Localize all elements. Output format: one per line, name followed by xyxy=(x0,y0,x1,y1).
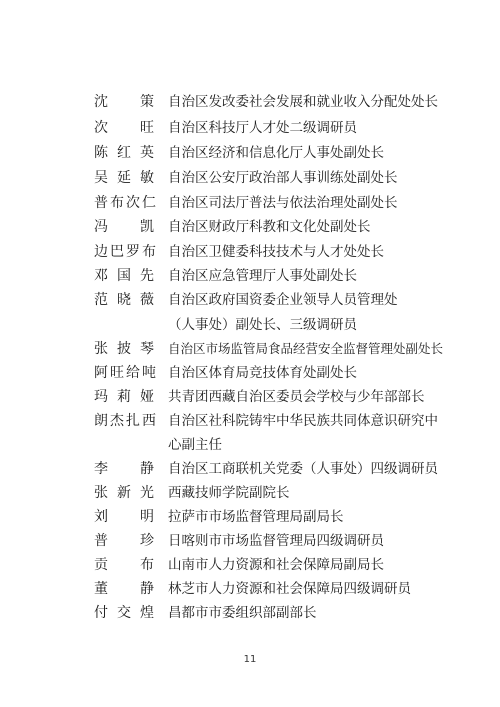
person-name xyxy=(94,192,156,214)
person-name xyxy=(94,241,156,263)
person-position: 自治区政府国资委企业领导人员管理处 xyxy=(168,292,398,308)
person-name xyxy=(94,530,154,552)
person-position: 自治区市场监管局食品经营安全监督管理处副处长 xyxy=(168,341,444,356)
name-char: 披 xyxy=(117,341,131,357)
name-char: 阿 xyxy=(94,365,108,381)
name-char: 策 xyxy=(140,94,154,110)
name-char: 敏 xyxy=(140,170,154,186)
list-item xyxy=(0,167,500,189)
name-char: 旺 xyxy=(110,365,124,381)
person-name xyxy=(94,289,154,311)
name-char: 煌 xyxy=(140,605,154,621)
person-position: 自治区工商联机关党委（人事处）四级调研员 xyxy=(168,461,438,477)
list-item xyxy=(0,142,500,164)
name-char: 延 xyxy=(117,170,131,186)
name-char: 明 xyxy=(140,509,154,525)
name-char: 董 xyxy=(94,581,108,597)
person-name xyxy=(94,265,154,287)
person-position: 林芝市人力资源和社会保障局四级调研员 xyxy=(168,581,411,597)
list-item xyxy=(0,362,500,384)
list-item xyxy=(0,241,500,263)
name-char: 李 xyxy=(94,461,108,477)
name-char: 冯 xyxy=(94,219,108,235)
name-char: 新 xyxy=(117,485,131,501)
list-item-continuation xyxy=(0,434,500,456)
list-item xyxy=(0,216,500,238)
person-position: 拉萨市市场监督管理局副局长 xyxy=(168,509,344,525)
name-char: 静 xyxy=(140,461,154,477)
name-char: 凯 xyxy=(140,219,154,235)
name-char: 莉 xyxy=(117,389,131,405)
name-char: 晓 xyxy=(117,292,131,308)
name-char: 国 xyxy=(117,268,131,284)
name-char: 沈 xyxy=(94,94,108,110)
list-item xyxy=(0,482,500,504)
name-char: 西 xyxy=(142,413,156,429)
page-number: 11 xyxy=(243,654,257,665)
person-name xyxy=(94,338,154,360)
list-item xyxy=(0,338,500,360)
list-item xyxy=(0,91,500,113)
name-char: 张 xyxy=(94,485,108,501)
name-char: 普 xyxy=(94,195,108,211)
name-char: 付 xyxy=(94,605,108,621)
list-item-continuation xyxy=(0,314,500,336)
name-char: 静 xyxy=(140,581,154,597)
name-char: 杰 xyxy=(110,413,124,429)
person-position: 自治区体育局竞技体育处副处长 xyxy=(168,365,357,381)
name-char: 邓 xyxy=(94,268,108,284)
person-position: 共青团西藏自治区委员会学校与少年部部长 xyxy=(168,389,425,405)
person-name xyxy=(94,410,156,432)
name-char: 旺 xyxy=(140,120,154,136)
person-name xyxy=(94,167,154,189)
person-position: 西藏技师学院副院长 xyxy=(168,485,290,501)
name-char: 罗 xyxy=(126,244,140,260)
person-position: 自治区社科院铸牢中华民族共同体意识研究中 xyxy=(168,413,438,429)
person-position: 自治区公安厅政治部人事训练处副处长 xyxy=(168,170,398,186)
person-name xyxy=(94,117,154,139)
name-char: 琴 xyxy=(140,341,154,357)
name-char: 交 xyxy=(117,605,131,621)
person-name xyxy=(94,458,154,480)
person-position: 自治区经济和信息化厅人事处副处长 xyxy=(168,145,384,161)
name-char: 张 xyxy=(94,341,108,357)
person-position: 自治区发改委社会发展和就业收入分配处处长 xyxy=(168,94,438,110)
name-char: 普 xyxy=(94,533,108,549)
name-char: 布 xyxy=(140,557,154,573)
person-position: 自治区卫健委科技技术与人才处处长 xyxy=(168,244,384,260)
person-position: 山南市人力资源和社会保障局副局长 xyxy=(168,557,384,573)
person-name xyxy=(94,482,154,504)
name-char: 扎 xyxy=(126,413,140,429)
list-item xyxy=(0,386,500,408)
list-item xyxy=(0,265,500,287)
list-item xyxy=(0,192,500,214)
name-char: 朗 xyxy=(94,413,108,429)
person-position: 自治区应急管理厅人事处副处长 xyxy=(168,268,357,284)
list-item xyxy=(0,117,500,139)
list-item xyxy=(0,554,500,576)
name-char: 珍 xyxy=(140,533,154,549)
name-char: 英 xyxy=(140,145,154,161)
person-name xyxy=(94,386,154,408)
name-char: 陈 xyxy=(94,145,108,161)
person-name xyxy=(94,554,154,576)
list-item xyxy=(0,289,500,311)
name-char: 娅 xyxy=(140,389,154,405)
name-char: 仁 xyxy=(142,195,156,211)
person-position: 自治区财政厅科教和文化处副处长 xyxy=(168,219,371,235)
name-char: 玛 xyxy=(94,389,108,405)
list-item xyxy=(0,410,500,432)
name-char: 先 xyxy=(140,268,154,284)
name-char: 刘 xyxy=(94,509,108,525)
list-item xyxy=(0,458,500,480)
name-char: 次 xyxy=(126,195,140,211)
list-item xyxy=(0,506,500,528)
person-position: 自治区司法厅普法与依法治理处副处长 xyxy=(168,195,398,211)
person-name xyxy=(94,578,154,600)
person-name xyxy=(94,602,154,624)
person-position: 自治区科技厅人才处二级调研员 xyxy=(168,120,357,136)
person-name xyxy=(94,362,156,384)
name-char: 布 xyxy=(110,195,124,211)
name-char: 光 xyxy=(140,485,154,501)
list-item xyxy=(0,530,500,552)
name-char: 吨 xyxy=(142,365,156,381)
person-name xyxy=(94,216,154,238)
name-char: 贡 xyxy=(94,557,108,573)
person-name xyxy=(94,506,154,528)
person-position-continued: （人事处）副处长、三级调研员 xyxy=(168,317,357,333)
name-char: 布 xyxy=(142,244,156,260)
name-char: 给 xyxy=(126,365,140,381)
person-name xyxy=(94,142,154,164)
person-name xyxy=(94,91,154,113)
person-position-continued: 心副主任 xyxy=(168,437,222,453)
person-position: 昌都市市委组织部副部长 xyxy=(168,605,317,621)
name-char: 范 xyxy=(94,292,108,308)
name-char: 薇 xyxy=(140,292,154,308)
name-char: 吴 xyxy=(94,170,108,186)
name-char: 边 xyxy=(94,244,108,260)
name-char: 巴 xyxy=(110,244,124,260)
name-char: 红 xyxy=(117,145,131,161)
list-item xyxy=(0,578,500,600)
person-position: 日喀则市市场监督管理局四级调研员 xyxy=(168,533,384,549)
list-item xyxy=(0,602,500,624)
name-char: 次 xyxy=(94,120,108,136)
